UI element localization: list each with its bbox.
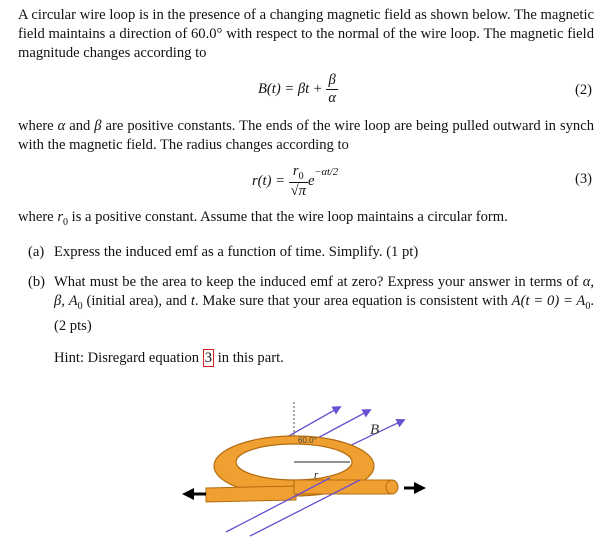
- para2-text-3: are positive constants. The ends of the wire loop are being pulled outward in synch with the magnetic field. The radius changes according to: [18, 118, 594, 153]
- equation-2-number: (2): [574, 82, 592, 98]
- r0-symbol: r: [57, 209, 63, 225]
- qb-text-1: What must be the area to keep the induced emf at zero? Express your answer in terms of: [54, 274, 583, 290]
- qb-vars-sub: 0: [77, 300, 83, 312]
- question-a-label: (a): [28, 244, 45, 260]
- problem-intro: A circular wire loop is in the presence of a changing magnetic field as shown below. The magnetic field maintains a direction of 60.0° with respect to the normal of the wire loop. The magnetic field magnitude changes according to: [18, 7, 594, 61]
- qb-text-3: . Make sure that your area equation is consistent with: [194, 292, 512, 309]
- hint-text-2: in this part.: [214, 350, 284, 366]
- right-lead-end: [386, 480, 398, 494]
- qb-vars: α, β, A: [54, 274, 594, 309]
- eq2-frac-den: α: [328, 90, 336, 106]
- alpha-symbol: α: [57, 118, 66, 134]
- eq2-frac-num: β: [328, 72, 336, 88]
- eq3-r: r: [292, 163, 299, 179]
- eq3-r-sub: 0: [298, 170, 304, 182]
- eq3-exp-base: e: [307, 172, 315, 189]
- eq3-frac-den: √π: [290, 182, 306, 199]
- para3-text-1: where: [18, 209, 58, 225]
- para2-text-2: and: [65, 118, 95, 134]
- field-B-label: B: [370, 422, 380, 438]
- hint-text-1: Hint: Disregard equation: [54, 350, 203, 366]
- angle-label: 60.0°: [298, 436, 317, 445]
- para2-text-1: where: [18, 118, 58, 134]
- question-b-label: (b): [28, 274, 46, 290]
- equation-3-number: (3): [574, 171, 592, 187]
- eq3-lhs: r(t) =: [252, 172, 285, 189]
- equation-reference-link[interactable]: 3: [204, 350, 213, 366]
- pull-arrow-left: [182, 488, 206, 500]
- left-lead-wire: [206, 486, 296, 502]
- qb-text-4: . (2 pts): [54, 292, 595, 334]
- pull-arrow-right: [404, 482, 426, 494]
- qb-t-var: t: [190, 292, 195, 309]
- right-lead-wire: [294, 480, 392, 494]
- eq3-exponent: −αt/2: [314, 166, 339, 178]
- eq2-lhs: B(t) = βt +: [258, 80, 323, 97]
- qb-text-2: (initial area), and: [82, 292, 191, 309]
- beta-symbol: β: [94, 118, 102, 134]
- r0-subscript: 0: [63, 216, 68, 228]
- para3-text-2: is a positive constant. Assume that the wire loop maintains a circular form.: [68, 209, 508, 225]
- radius-label: r: [314, 469, 319, 481]
- question-a-text: Express the induced emf as a function of time. Simplify. (1 pt): [54, 244, 419, 260]
- qb-condition: A(t = 0) = A: [511, 292, 586, 309]
- qb-condition-sub: 0: [585, 300, 591, 312]
